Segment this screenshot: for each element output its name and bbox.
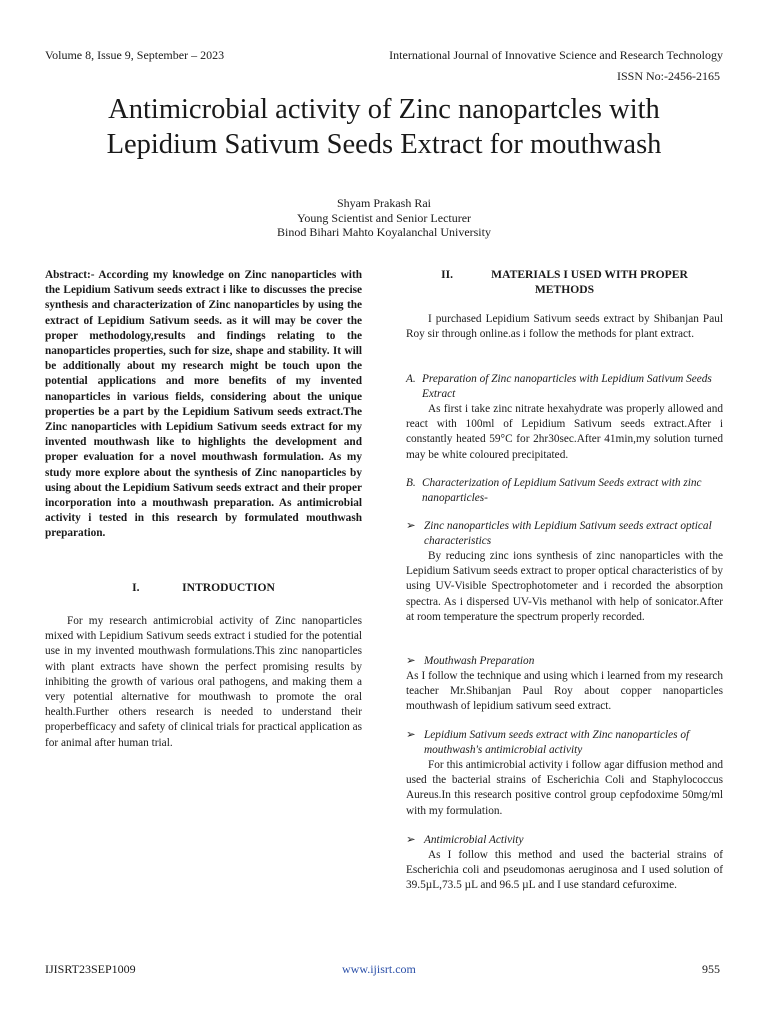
section-title-line2: METHODS [534,283,595,297]
journal-issn: ISSN No:-2456-2165 [616,69,720,83]
section-number: I. [132,581,140,594]
bullet-heading-antimicrobial-mouthwash [406,728,741,758]
page-number: 955 [702,962,720,976]
bullet-heading-antimicrobial-activity [406,833,741,848]
bullet-paragraph-mouthwash: As I follow the technique and using which i learned from my research teacher Mr.Shibanjan Paul Roy about copper nanoparticles mouthwash of lepidium sativum seed extract. [406,670,723,713]
section-title-line1: MATERIALS I USED WITH PROPER [491,268,688,281]
bullet-title: Mouthwash Preparation [424,655,535,667]
subsection-letter: B. [406,477,416,489]
bullet-title: Antimicrobial Activity [424,834,524,846]
author-block [200,196,568,240]
journal-website-link[interactable]: www.ijisrt.com [342,962,416,976]
section-heading-introduction [45,580,362,595]
arrow-bullet-icon: ➢ [406,729,416,741]
arrow-bullet-icon: ➢ [406,655,416,667]
bullet-title: Zinc nanoparticles with Lepidium Sativum seeds extract optical characteristics [424,520,712,548]
bullet-paragraph-antimicrobial-mouthwash: For this antimicrobial activity i follow agar diffusion method and used the bacterial strains of Escherichia Coli and Staphylococcus Aureus.In this research positive control group cepfodoxime 50mg/ml with my formulation. [406,759,723,817]
bullet-title: Lepidium Sativum seeds extract with Zinc nanoparticles of mouthwash's antimicrobial activity [424,729,690,757]
paper-title-line2: Lepidium Sativum Seeds Extract for mouthwash [106,129,662,160]
journal-name: International Journal of Innovative Science and Research Technology [389,48,723,62]
bullet-paragraph-optical: By reducing zinc ions synthesis of zinc nanoparticles with the Lepidium Sativum seeds extract to proper optical characteristics of by using UV-Visible Spectrophotometer and i recorded the absorption spectra. As i dispersed UV-Vis methanol with help of sonicator.After at room temperature the spectrum properly recorded. [406,550,723,623]
paper-title-line1: Antimicrobial activity of Zinc nanopartcles with [108,94,660,125]
bullet-heading-mouthwash [406,654,741,669]
subsection-b-title: Characterization of Lepidium Sativum Seeds extract with zinc nanoparticles- [422,477,702,505]
abstract: Abstract:- According my knowledge on Zinc nanoparticles with the Lepidium Sativum seeds extract i like to discusses the precise synthesis and characterization of Zinc nanoparticles by using the extract of Lepidium Sativum seeds. as it will may be cover the proper methodology,results and findings relating to the nanoparticles properties, such for size, shape and stability. It will be additionally about my research might be touch upon the potential applications and more benefits of my invented nanoparticles in various fields, considering about the unique properties be a part by the Lepidium Sativum seeds extract.The Zinc nanoparticles with Lepidium Sativum seeds extract for my invented mouthwash like to highlights the development and proper evaluation for a novel mouthwash formulation. As my study more explore about the synthesis of Zinc nanoparticles by using about the Lepidium Sativum seeds extract and their proper incorporation into a mouthwash preparation. As antimicrobial activity i tested in this research by formulated mouthwash preparation. [45,269,362,540]
journal-volume: Volume 8, Issue 9, September – 2023 [45,48,225,62]
bullet-paragraph-antimicrobial-activity: As I follow this method and used the bacterial strains of Escherichia coli and pseudomonas aeruginosa and I used solution of 39.5µL,73.5 µL and 96.5 µL and I use standard cefuroxime. [406,849,723,892]
subsection-a-heading [406,372,739,402]
author-role: Young Scientist and Senior Lecturer [296,210,472,225]
introduction-paragraph: For my research antimicrobial activity of Zinc nanoparticles mixed with Lepidium Sativum seeds extract i studied for the potential use in my invented mouthwash formulations.This zinc nanoparticles with plant extracts have shown the perfect promising results by inhibiting the growth of various oral pathogens, and making them a very potential alternative for mouthwash to promote the oral health.Further others research is needed to understand their properbefficacy and safety of clinical trials for practical application as for animal after human trial. [45,615,362,749]
bullet-heading-optical [406,519,741,549]
section-number: II. [441,268,454,281]
section-heading-materials [406,267,723,298]
author-affiliation: Binod Bihari Mahto Koyalanchal University [277,225,491,239]
arrow-bullet-icon: ➢ [406,520,416,532]
paper-code: IJISRT23SEP1009 [45,962,136,976]
subsection-letter: A. [406,373,416,385]
paper-title [40,92,728,162]
section-title: INTRODUCTION [182,581,275,594]
subsection-a-title: Preparation of Zinc nanoparticles with Lepidium Sativum Seeds Extract [422,373,712,401]
subsection-a-paragraph: As first i take zinc nitrate hexahydrate was properly allowed and react with 100ml of Lepidium Sativum seeds extract.After i constantly heated 59°C for 2hr30sec.After 41min,my solution turned may be white coloured precipitated. [406,403,723,461]
arrow-bullet-icon: ➢ [406,834,416,846]
subsection-b-heading [406,476,739,506]
materials-intro-paragraph: I purchased Lepidium Sativum seeds extract by Shibanjan Paul Roy sir through online.as i follow the methods for plant extract. [406,313,723,341]
author-name: Shyam Prakash Rai [337,196,431,210]
